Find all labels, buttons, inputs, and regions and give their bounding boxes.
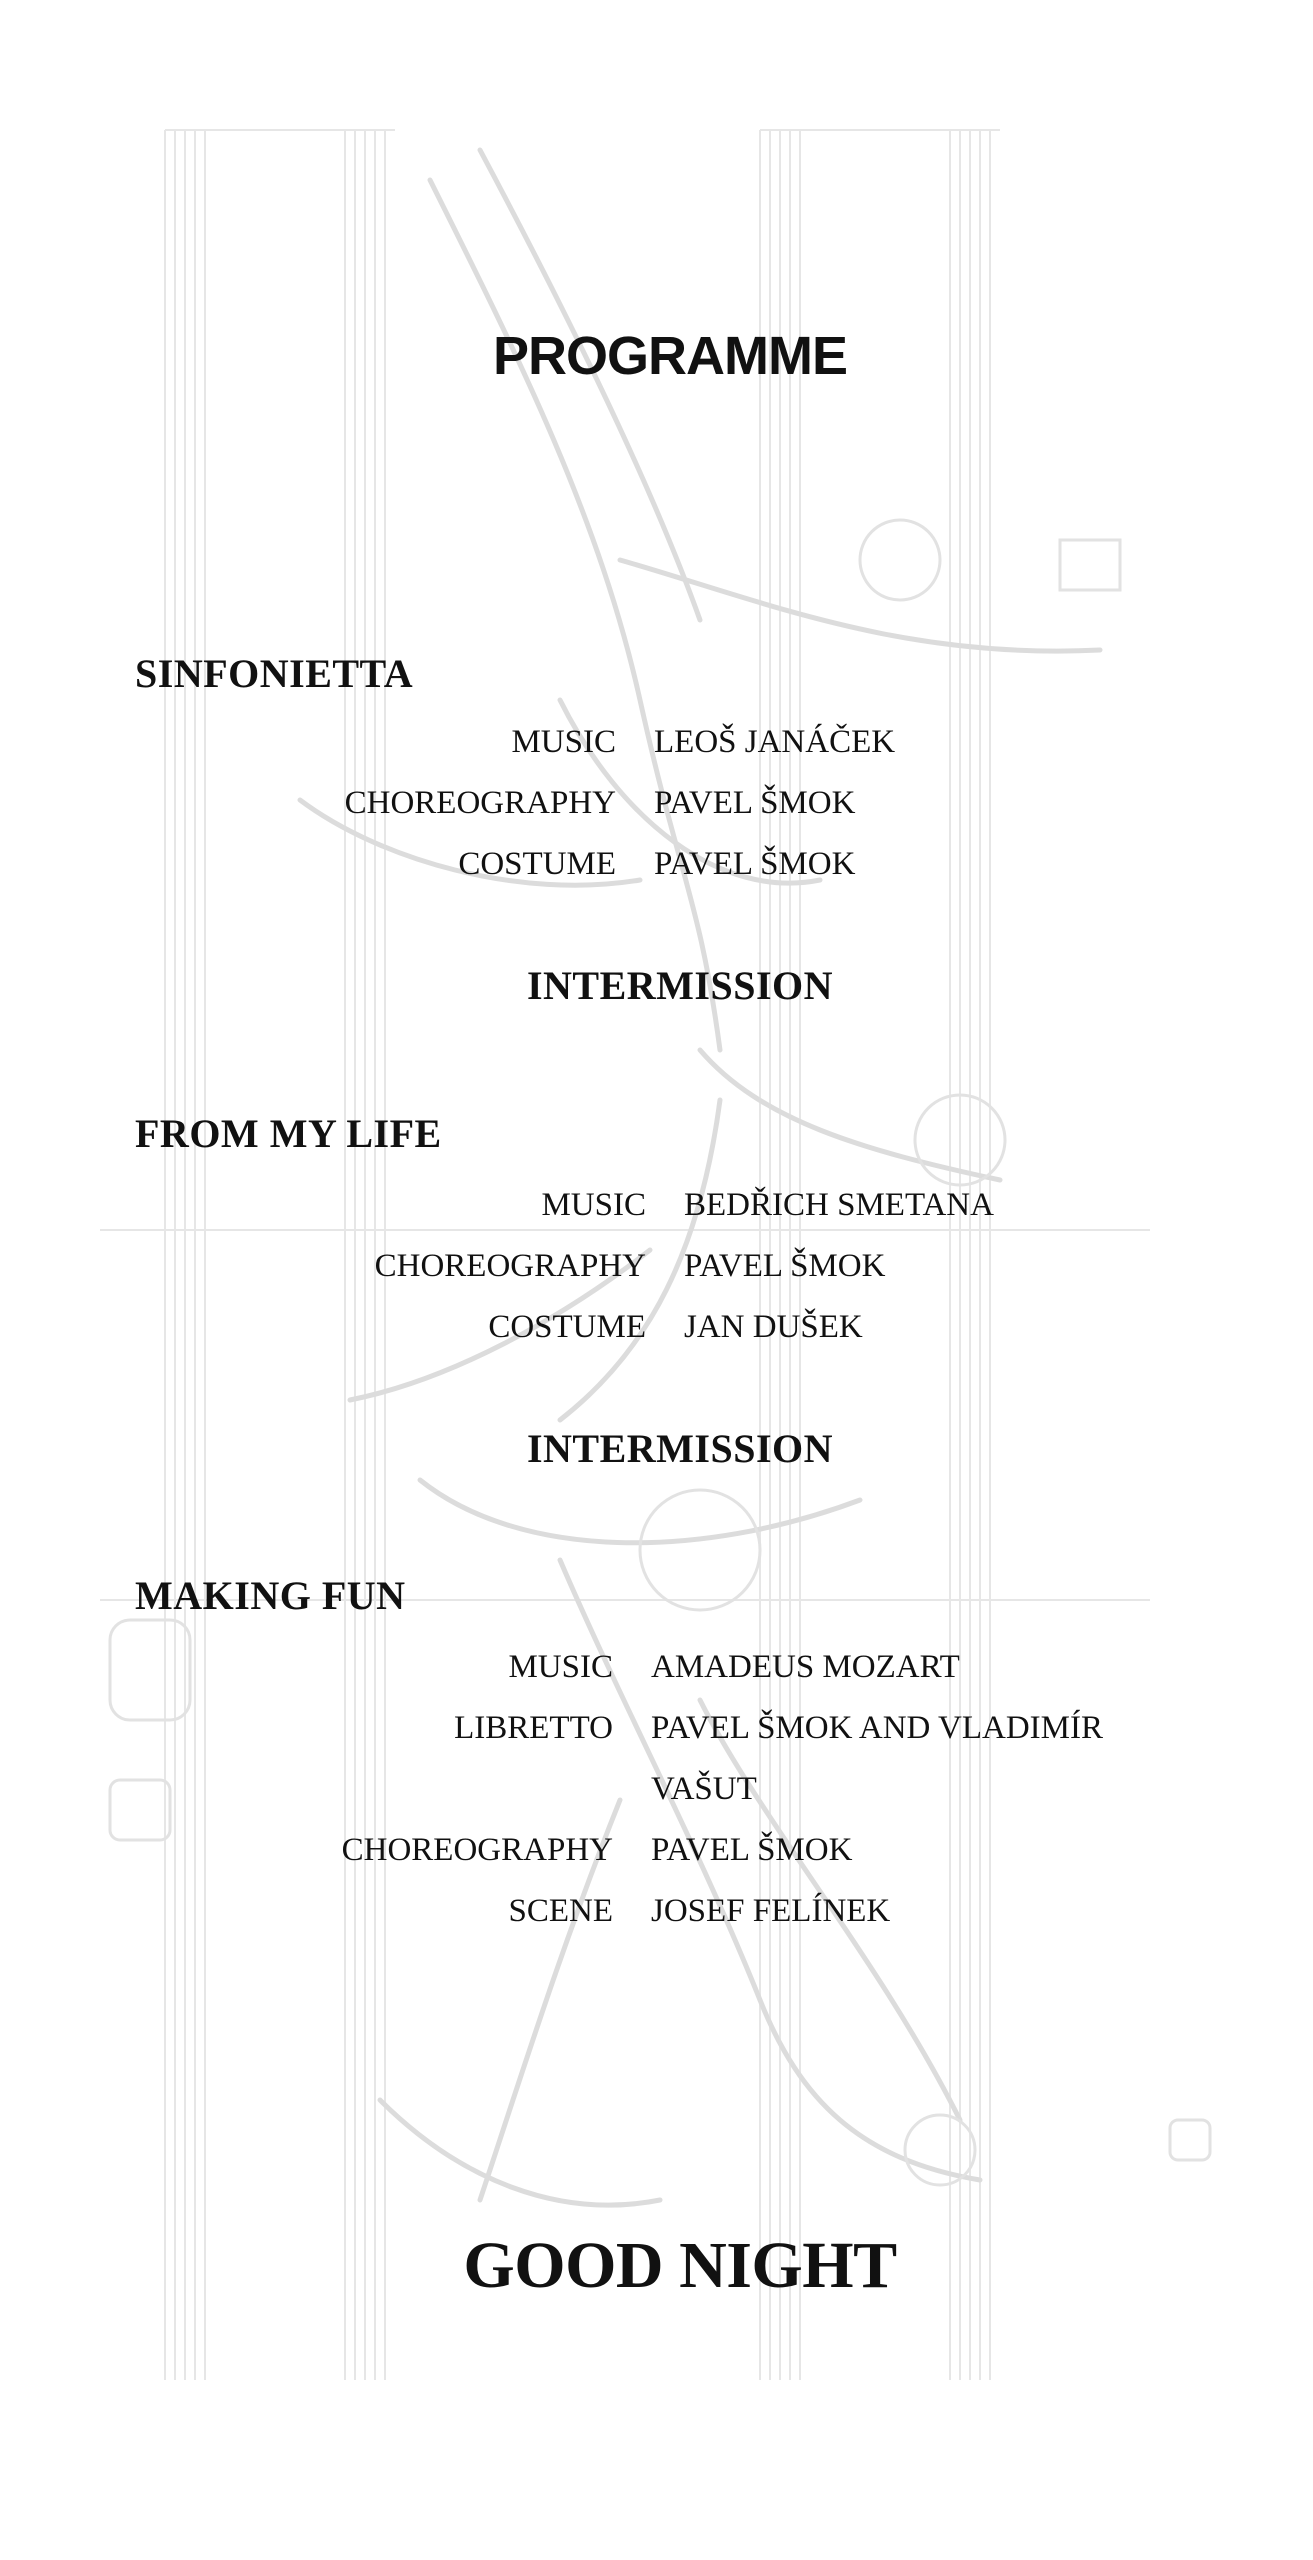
credit-name: PAVEL ŠMOK AND VLADIMÍR VAŠUT: [651, 1710, 1103, 1807]
credit-role: COSTUME: [488, 1309, 646, 1345]
closing-text: GOOD NIGHT: [463, 2229, 897, 2302]
credit-row: [0, 1881, 1181, 1942]
credits-sinfonietta: [0, 712, 895, 895]
credit-name: LEOŠ JANÁČEK: [654, 724, 896, 760]
credit-name: PAVEL ŠMOK: [654, 846, 856, 882]
credit-name: AMADEUS MOZART: [651, 1649, 960, 1685]
credit-name: BEDŘICH SMETANA: [684, 1187, 994, 1223]
work-title-making-fun: MAKING FUN: [135, 1573, 406, 1618]
credits-from-my-life: [0, 1175, 994, 1358]
credit-name: JOSEF FELÍNEK: [651, 1893, 891, 1929]
credit-name: PAVEL ŠMOK: [651, 1832, 853, 1868]
credit-name: PAVEL ŠMOK: [684, 1248, 886, 1284]
work-title-sinfonietta: SINFONIETTA: [135, 651, 414, 696]
credit-role: COSTUME: [458, 846, 616, 882]
intermission-heading: INTERMISSION: [526, 1426, 834, 1471]
credit-name: JAN DUŠEK: [684, 1309, 863, 1345]
credit-row: [0, 1297, 994, 1358]
page-title: PROGRAMME: [493, 326, 847, 386]
credit-role: SCENE: [508, 1893, 613, 1929]
credit-name: PAVEL ŠMOK: [654, 785, 856, 821]
credits-making-fun: [0, 1637, 1181, 1942]
credit-role: MUSIC: [508, 1649, 613, 1685]
credit-role: MUSIC: [511, 724, 616, 760]
credit-row: [0, 1236, 994, 1297]
intermission-heading: INTERMISSION: [526, 963, 834, 1008]
credit-role: CHOREOGRAPHY: [374, 1248, 646, 1284]
credit-role: CHOREOGRAPHY: [344, 785, 616, 821]
credit-role: CHOREOGRAPHY: [341, 1832, 613, 1868]
credit-row: [0, 1637, 1181, 1698]
credit-role: MUSIC: [541, 1187, 646, 1223]
credit-row: [0, 1175, 994, 1236]
credit-row: [0, 834, 895, 895]
work-title-from-my-life: FROM MY LIFE: [135, 1111, 442, 1156]
credit-row: [0, 1698, 1181, 1820]
credit-row: [0, 773, 895, 834]
credit-role: LIBRETTO: [454, 1710, 613, 1746]
credit-row: [0, 712, 895, 773]
credit-row: [0, 1820, 1181, 1881]
